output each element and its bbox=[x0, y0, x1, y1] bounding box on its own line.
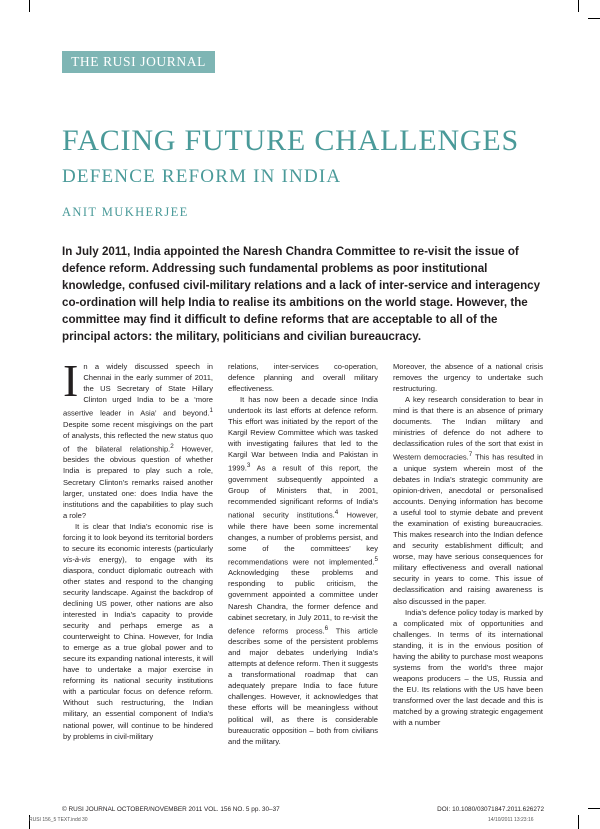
trim-mark-right-upper bbox=[588, 18, 600, 19]
trim-mark-right-lower bbox=[588, 808, 600, 809]
article-subtitle: DEFENCE REFORM IN INDIA bbox=[62, 166, 342, 187]
body-column-3 bbox=[393, 361, 543, 728]
footnote-ref: 6 bbox=[324, 624, 329, 632]
footnote-ref: 3 bbox=[246, 462, 251, 470]
body-column-1 bbox=[63, 355, 213, 742]
footnote-ref: 4 bbox=[334, 509, 339, 517]
trim-mark-top-right bbox=[578, 0, 579, 12]
text: This article describes some of the persistent problems and major debates underlying India’s attempts at defence reform. Then it suggests a transformational roadmap that can adequately prepare India to face future challenges. However, it acknowledges that these efforts will be meaningless without political will, as there is considerable bureaucratic opposition – both from civilians and the military. bbox=[228, 626, 379, 746]
footer-citation: © RUSI JOURNAL OCTOBER/NOVEMBER 2011 VOL. 156 NO. 5 pp. 30–37 bbox=[62, 806, 280, 813]
text: As a result of this report, the government subsequently appointed a Group of Ministers that, in 2001, recommended significant reforms of India’s national security institutions. bbox=[228, 463, 378, 520]
print-slug-date: 14/10/2011 13:23:16 bbox=[488, 817, 534, 823]
text: energy), to engage with its diaspora, conduct diplomatic outreach with other states and respond to the changing security landscape. Against the backdrop of declining US power, other nations are also interested in India’s capacity to provide security and perhaps emerge as a counterweight to China. However, for India to emerge as a true global power and to secure its expanding national interests, it will have to undertake a major exercise in reforming its national security institutions with a particular focus on defence reform. Without such restructuring, the Indian military, an essential component of India’s national power, will continue to be hindered by problems in civil-military bbox=[63, 554, 213, 741]
paragraph: relations, inter-services co-operation, defence planning and overall military effectiveness. bbox=[228, 362, 378, 394]
paragraph bbox=[228, 394, 378, 747]
text: A key research consideration to bear in mind is that there is an absence of primary documents. The Indian military and ministries of defence do not adhere to declassification rules of the sort that exist in Western democracies. bbox=[393, 395, 543, 462]
trim-mark-top-left bbox=[29, 0, 30, 12]
text: It has now been a decade since India undertook its last efforts at defence reform. This effort was initiated by the report of the Kargil Review Committee which was tasked with investigating failures that led to the Kargil War between India and Pakistan in 1999. bbox=[228, 395, 378, 473]
text: n a widely discussed speech in Chennai in the early summer of 2011, the US Secretary of State Hillary Clinton urged India to be a ‘more assertive leader in Asia’ and beyond. bbox=[63, 362, 213, 418]
paragraph: Moreover, the absence of a national crisis removes the urgency to undertake such restructuring. bbox=[393, 362, 543, 394]
text: This has resulted in a unique system wherein most of the debates in India’s strategic community are opinion-driven, anecdotal or personalised accounts. Denying information has become a useful tool to stymie debate and prevent the examination of existing bureaucracies. This makes research into the Indian defence and security establishment difficult; and worse, may have serious consequences for military effectiveness and overall national security in years to come. This issue of declassification and raising awareness is also discussed in the paper. bbox=[393, 452, 543, 606]
print-slug-file: RUSI 156_5 TEXT.indd 30 bbox=[29, 817, 88, 823]
paragraph bbox=[63, 521, 213, 742]
text: Despite some recent misgivings on the part of analysts, this reflected the new status quo of the bilateral relationship. bbox=[63, 419, 213, 454]
paragraph bbox=[393, 394, 543, 606]
footnote-ref: 7 bbox=[468, 451, 473, 459]
text: However, besides the obvious question of whether India is prepared to play such a role, Secretary Clinton’s remarks raised another larger, unstated one: does India have the institutions and the capabilities to play such a role? bbox=[63, 444, 213, 520]
paragraph bbox=[63, 355, 213, 521]
text: It is clear that India’s economic rise is forcing it to look beyond its territorial borders to secure its economic interests (particularly bbox=[63, 521, 213, 553]
article-author: ANIT MUKHERJEE bbox=[62, 205, 189, 219]
footnote-ref: 2 bbox=[170, 442, 174, 450]
footnote-ref: 1 bbox=[209, 407, 213, 415]
footer-doi: DOI: 10.1080/03071847.2011.626272 bbox=[437, 806, 544, 813]
drop-cap: I bbox=[63, 355, 79, 406]
article-abstract: In July 2011, India appointed the Naresh Chandra Committee to re-visit the issue of defence reform. Addressing such fundamental problems as poor institutional knowledge, confused civil-military relations and a lack of inter-service and interagency co-ordination will help India to realise its ambitions on the world stage. However, the committee may find it difficult to define reforms that are acceptable to all of the principal actors: the military, politicians and civilian bureaucracy. bbox=[62, 245, 541, 343]
trim-mark-bottom-right bbox=[578, 815, 579, 829]
footnote-ref: 5 bbox=[374, 555, 378, 563]
journal-label: THE RUSI JOURNAL bbox=[62, 51, 215, 73]
body-column-2 bbox=[228, 361, 378, 747]
italic-text: vis-à-vis bbox=[63, 554, 91, 564]
text: However, while there have been some incremental changes, a number of problems persist, and some of the committees’ key recommendations were not implemented. bbox=[228, 510, 378, 567]
paragraph: India’s defence policy today is marked by a complicated mix of opportunities and challenges. In terms of its international standing, it is in the envious position of having the ability to purchase most weapons systems from the world’s three major weapons producers – the US, Russia and the EU. Its relations with the US have been transformed over the last decade and this is matched by a growing strategic engagement with a number bbox=[393, 607, 543, 728]
text: Acknowledging these problems and responding to public criticism, the government appointed a committee under Naresh Chandra, the former defence and cabinet secretary, in July 2011, to re-visit the defence reforms process. bbox=[228, 568, 378, 636]
article-title: FACING FUTURE CHALLENGES bbox=[62, 124, 519, 157]
